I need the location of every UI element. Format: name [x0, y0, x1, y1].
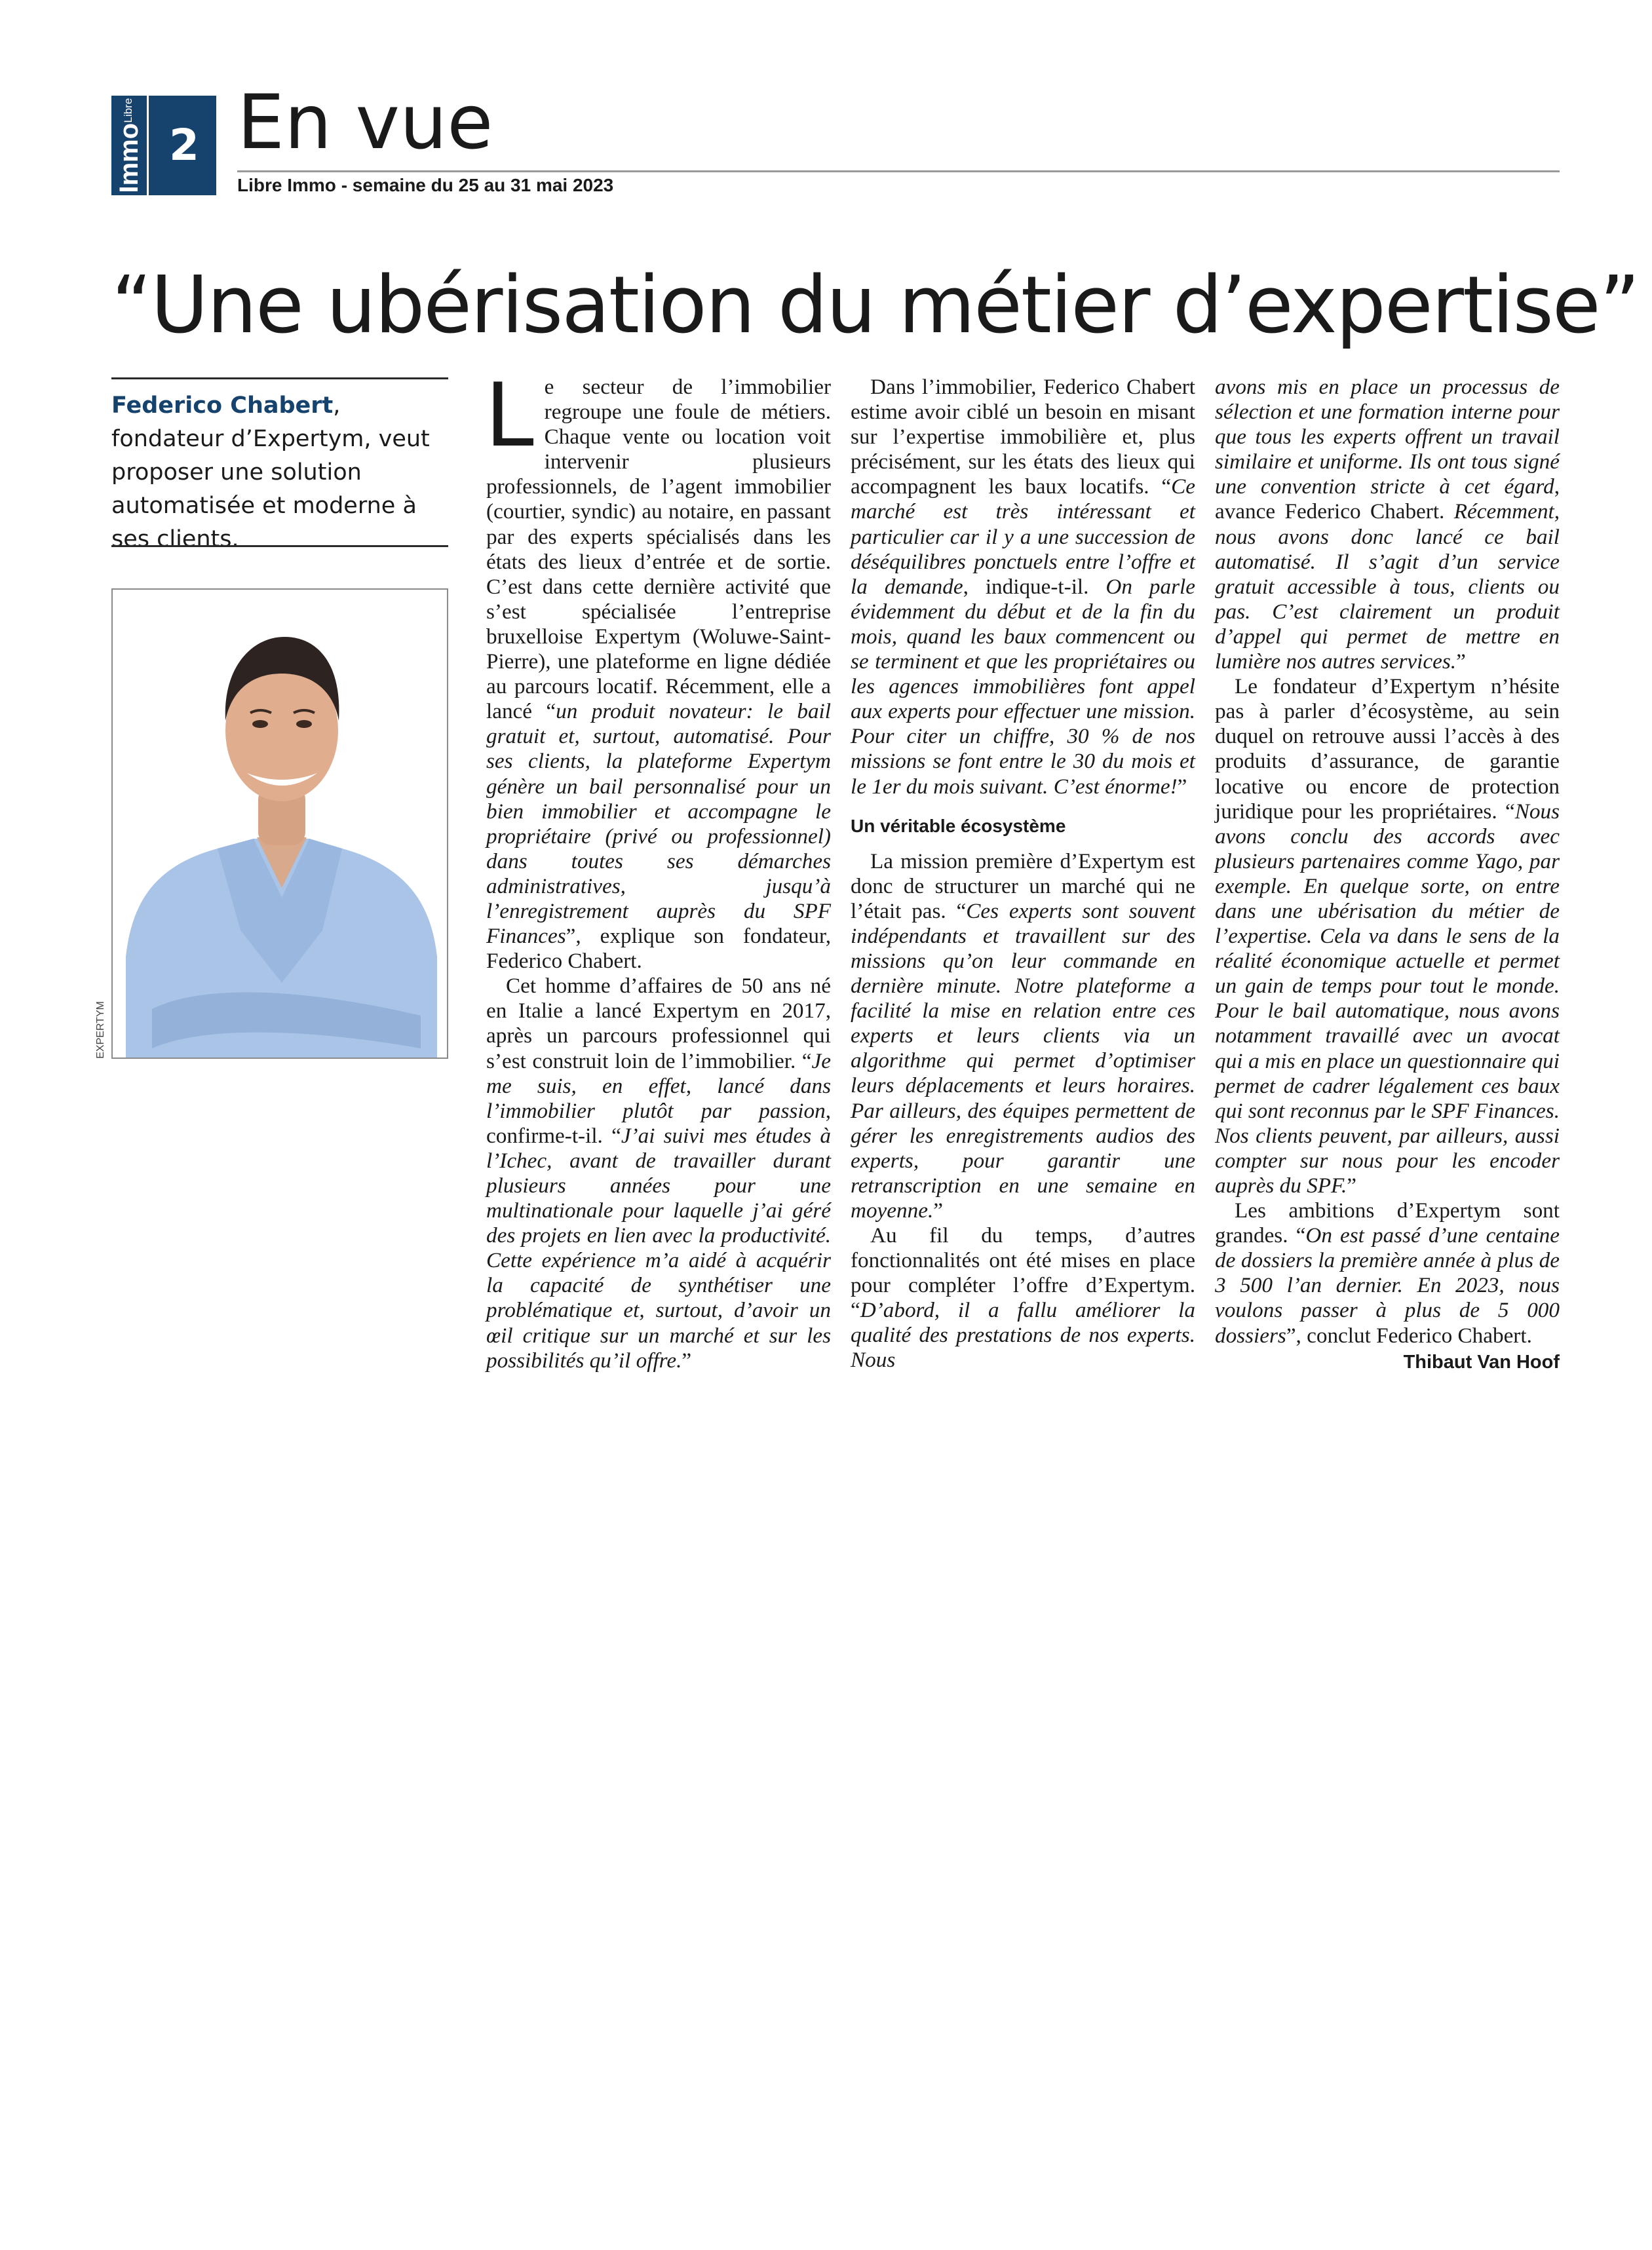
- article-column-2: [851, 375, 1195, 1373]
- page-number: 2: [169, 120, 199, 170]
- section-tab: [111, 96, 216, 195]
- deck-text: , fondateur d’Expertym, veut proposer une solution automatisée et moderne à ses clients.: [111, 392, 430, 552]
- paragraph: La mission première d’Expertym est donc de structurer un marché qui ne l’était pas. “Ces experts sont souvent indépendants et travaillent sur des missions qu’on leur commande en dernière minute. Notre plateforme a facilité la mise en relation entre ces experts et leurs clients via un algorithme qui permet d’optimiser leurs déplacements et leurs horaires. Par ailleurs, des équipes permettent de gérer les enregistrements audios des experts, pour garantir une retranscription en une semaine en moyenne.”: [851, 849, 1195, 1223]
- brand-vertical: [111, 96, 149, 195]
- edition-dates: - semaine du 25 au 31 mai 2023: [336, 175, 614, 195]
- article-column-3: [1215, 375, 1560, 1375]
- article-deck: [111, 389, 448, 556]
- author-byline: Thibaut Van Hoof: [1403, 1351, 1560, 1373]
- drop-cap: L: [485, 364, 534, 467]
- deck-divider-top: [111, 377, 448, 379]
- header-divider: [237, 170, 1560, 172]
- paragraph: Dans l’immobilier, Federico Chabert estime avoir ciblé un besoin en misant sur l’expertise immobilière et, plus précisément, sur les états des lieux qui accompagnent les baux locatifs. “Ce marché est très intéressant et particulier car il y a une succession de déséquilibres ponctuels entre l’offre et la demande, indique-t-il. On parle évidemment du début et de la fin du mois, quand les baux commencent ou se terminent et que les propriétaires ou les agences immobilières font appel aux experts pour effectuer une mission. Pour citer un chiffre, 30 % de nos missions se font entre le 30 du mois et le 1er du mois suivant. C’est énorme!”: [851, 375, 1195, 799]
- paragraph: Les ambitions d’Expertym sont grandes. “On est passé d’une centaine de dossiers la première année à plus de 3 500 l’an dernier. En 2023, nous voulons passer à plus de 5 000 dossiers”, conclut Federico Chabert.: [1215, 1198, 1560, 1348]
- deck-divider-bottom: [111, 545, 448, 547]
- paragraph: Au fil du temps, d’autres fonctionnalités ont été mises en place pour compléter l’offre d’Expertym. “D’abord, il a fallu améliorer la qualité des prestations de nos experts. Nous: [851, 1223, 1195, 1373]
- lead-paragraph: Le secteur de l’immobilier regroupe une foule de métiers. Chaque vente ou location voit intervenir plusieurs professionnels, de l’agent immobilier (courtier, syndic) au notaire, en passant par des experts spécialisés dans les états des lieux d’entrée et de sortie. C’est dans cette dernière activité que s’est spécialisée l’entreprise bruxelloise Expertym (Woluwe-Saint-Pierre), une plateforme en ligne dédiée au parcours locatif. Récemment, elle a lancé “un produit novateur: le bail gratuit et, surtout, automatisé. Pour ses clients, la plateforme Expertym génère un bail personnalisé pour un bien immobilier et accompagne le propriétaire (privé ou professionnel) dans toutes ses démarches administratives, jusqu’à l’enregistrement auprès du SPF Finances”, explique son fondateur, Federico Chabert.: [485, 364, 831, 974]
- article-column-1: [485, 364, 831, 1373]
- portrait-illustration: [113, 590, 447, 1058]
- brand-immo: Immo: [115, 123, 144, 193]
- brand-libre: Libre: [122, 98, 134, 123]
- publication-line: [237, 173, 613, 198]
- paragraph: Cet homme d’affaires de 50 ans né en Italie a lancé Expertym en 2017, après un parcours professionnel qui s’est construit loin de l’immobilier. “Je me suis, en effet, lancé dans l’immobilier plutôt par passion, confirme-t-il. “J’ai suivi mes études à l’Ichec, avant de travailler durant plusieurs années pour une multinationale pour laquelle j’ai géré des projets en lien avec la productivité. Cette expérience m’a aidé à acquérir la capacité de synthétiser une problématique et, surtout, d’avoir un œil critique sur un marché et sur les possibilités qu’il offre.”: [486, 974, 831, 1373]
- section-title: En vue: [237, 79, 493, 166]
- deck-person-name: Federico Chabert: [111, 392, 334, 419]
- subheading: Un véritable écosystème: [851, 815, 1066, 836]
- paragraph: avons mis en place un processus de sélection et une formation interne pour que tous les experts offrent un travail similaire et uniforme. Ils ont tous signé une convention stricte à cet égard, avance Federico Chabert. Récemment, nous avons donc lancé ce bail automatisé. Il s’agit d’un service gratuit accessible à tous, clients ou pas. C’est clairement un produit d’appel qui permet de mettre en lumière nos autres services.”: [1215, 375, 1560, 674]
- portrait-photo: [111, 588, 448, 1059]
- article-headline: “Une ubérisation du métier d’expertise”: [111, 260, 1639, 351]
- photo-credit: EXPERTYM: [95, 1001, 106, 1059]
- paragraph: Le fondateur d’Expertym n’hésite pas à parler d’écosystème, au sein duquel on retrouve aussi l’accès à des produits d’assurance, de garantie locative ou encore de protection juridique pour les propriétaires. “Nous avons conclu des accords avec plusieurs partenaires comme Yago, par exemple. En quelque sorte, on entre dans une ubérisation du métier de l’expertise. Cela va dans le sens de la réalité économique actuelle et permet un gain de temps pour tout le monde. Pour le bail automatique, nous avons notamment travaillé avec un avocat qui a mis en place un questionnaire qui permet de cadrer légalement ces baux qui sont reconnus par le SPF Finances. Nos clients peuvent, par ailleurs, aussi compter sur nous pour les encoder auprès du SPF.”: [1215, 674, 1560, 1198]
- publication-name: Libre Immo: [237, 175, 336, 195]
